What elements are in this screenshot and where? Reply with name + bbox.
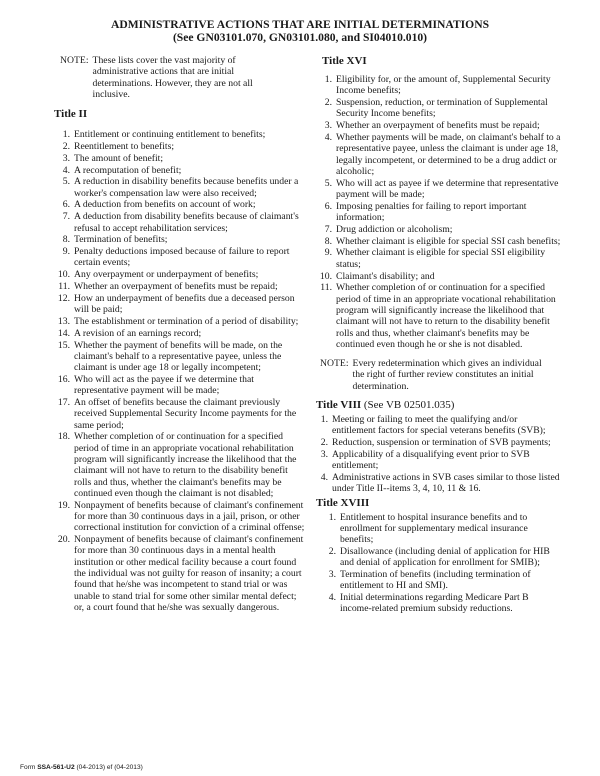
title-viii-reference: (See VB 02501.035)	[363, 399, 455, 412]
list-item-number: 19.	[57, 499, 70, 511]
list-item-number: 20.	[57, 534, 70, 546]
list-item	[54, 199, 306, 210]
list-item	[54, 281, 306, 292]
list-item-text: How an underpayment of benefits due a deceased person will be paid;	[74, 292, 295, 316]
list-item	[54, 234, 306, 245]
list-item-text: Whether completion of or continuation for a specified period of time in an appropriate vocational rehabilitation program will significantly increase the likelihood that the claimant will not have to return to the disability benefit rolls and thus, whether the claimant's benefits may be continued even though the claimant is not disabled;	[74, 431, 297, 499]
list-item	[324, 546, 562, 569]
right-column	[316, 55, 562, 615]
document-title	[0, 18, 600, 44]
list-item-number: 15.	[57, 339, 70, 351]
form-number: SSA-561-U2	[37, 764, 75, 771]
list-item	[54, 374, 306, 397]
list-item-number: 9.	[62, 246, 70, 258]
list-item-number: 3.	[62, 152, 70, 164]
list-item	[316, 236, 562, 247]
list-item-number: 10.	[57, 269, 70, 281]
list-item-text: Entitlement to hospital insurance benefits and to enrollment for supplementary medical insurance benefits;	[340, 511, 528, 546]
note-redetermination-text: Every redetermination which gives an individual the right of further review constitutes an initial determination.	[352, 358, 542, 392]
list-item-text: Applicability of a disqualifying event prior to SVB entitlement;	[332, 448, 530, 472]
list-item	[324, 512, 562, 546]
list-item-text: Claimant's disability; and	[336, 270, 435, 282]
list-item	[54, 431, 306, 499]
list-item-number: 2.	[324, 97, 332, 109]
list-item	[54, 176, 306, 199]
list-item-number: 8.	[324, 235, 332, 247]
list-item-text: Meeting or failing to meet the qualifying and/or entitlement factors for special veterans benefits (SVB);	[332, 414, 546, 437]
list-item	[316, 178, 562, 201]
list-item-text: Termination of benefits;	[74, 234, 168, 246]
list-item	[54, 500, 306, 534]
list-item-number: 1.	[328, 511, 336, 523]
list-item-text: Disallowance (including denial of application for HIB and denial of application for enrollment for SMIB);	[340, 545, 550, 569]
list-item	[324, 592, 562, 615]
list-item-number: 14.	[57, 327, 70, 339]
form-prefix: Form	[20, 764, 36, 771]
list-item-text: An offset of benefits because the claimant previously received Supplemental Security Income payments for the same period;	[74, 397, 297, 431]
list-item-text: Whether an overpayment of benefits must be repaid;	[74, 281, 278, 293]
list-item-number: 4.	[320, 472, 328, 483]
list-item-number: 4.	[328, 592, 336, 604]
list-item-text: Whether the payment of benefits will be made, on the claimant's behalf to a representative payee, unless the claimant is under age 18 or legally incompetent;	[74, 339, 283, 374]
title-viii-label: Title VIII	[316, 399, 362, 412]
title-viii-heading	[316, 399, 562, 412]
list-item-number: 3.	[328, 569, 336, 581]
list-item	[316, 97, 562, 120]
list-item	[316, 282, 562, 350]
title-xvi-list	[316, 74, 562, 350]
list-item	[54, 293, 306, 316]
list-item	[54, 141, 306, 152]
list-item-text: A recomputation of benefit;	[74, 164, 182, 176]
list-item-text: Administrative actions in SVB cases similar to those listed under Title II--items 3, 4, 10, 11 & 16.	[332, 472, 560, 495]
list-item	[54, 328, 306, 339]
form-footer	[20, 764, 143, 772]
list-item-text: Whether claimant is eligible for special SSI cash benefits;	[336, 235, 561, 247]
title-line-1: ADMINISTRATIVE ACTIONS THAT ARE INITIAL DETERMINATIONS	[110, 18, 490, 31]
list-item-text: Nonpayment of benefits because of claimant's confinement for more than 30 continuous days in a mental health institution or other medical facility because a court found the individual was not guilty for reason of insanity; a court found that he/she was incompetent to stand trial or was unable to stand trial for some other similar mental defect; or, a court found that he/she was sexually dangerous.	[74, 534, 304, 613]
list-item-text: Nonpayment of benefits because of claimant's confinement for more than 30 continuous days in a jail, prison, or other correctional institution for conviction of a criminal offense;	[74, 499, 305, 534]
list-item-number: 11.	[320, 282, 332, 294]
title-line-2: (See GN03101.070, GN03101.080, and SI04010.010)	[172, 31, 428, 44]
list-item-number: 8.	[62, 234, 70, 246]
list-item	[316, 132, 562, 177]
list-item-number: 5.	[324, 177, 332, 189]
title-viii-list	[316, 414, 562, 495]
list-item-number: 6.	[62, 199, 70, 211]
list-item-number: 11.	[58, 281, 70, 293]
form-revision: (04-2013) ef (04-2013)	[76, 764, 143, 771]
note	[54, 55, 306, 100]
note-text: These lists cover the vast majority of administrative actions that are initial determinations. However, they are not all inclusive.	[92, 55, 253, 100]
note-redetermination-label: NOTE:	[320, 358, 349, 370]
list-item-number: 12.	[57, 292, 70, 304]
list-item-number: 18.	[57, 431, 70, 443]
list-item-text: Imposing penalties for failing to report important information;	[336, 200, 527, 224]
list-item-number: 16.	[57, 373, 70, 385]
list-item-number: 9.	[324, 247, 332, 259]
list-item	[324, 569, 562, 592]
list-item-text: Eligibility for, or the amount of, Supplemental Security Income benefits;	[336, 74, 551, 97]
list-item-number: 1.	[320, 414, 328, 426]
list-item-text: Entitlement or continuing entitlement to benefits;	[74, 129, 266, 141]
list-item-text: Whether an overpayment of benefits must be repaid;	[336, 120, 540, 132]
list-item	[316, 201, 562, 224]
list-item	[316, 472, 562, 495]
title-xviii-list	[316, 512, 562, 615]
list-item-number: 7.	[324, 223, 332, 235]
list-item-text: Reentitlement to benefits;	[74, 140, 175, 152]
list-item-number: 7.	[62, 211, 70, 223]
list-item	[54, 153, 306, 164]
list-item	[54, 534, 306, 613]
list-item	[316, 437, 562, 448]
title-ii-list	[54, 129, 306, 613]
list-item-text: Who will act as the payee if we determine that representative payment will be made;	[74, 373, 254, 397]
list-item-number: 3.	[320, 448, 328, 460]
list-item-number: 2.	[320, 437, 328, 449]
list-item-text: Termination of benefits (including termination of entitlement to HI and SMI).	[340, 569, 531, 592]
list-item	[316, 74, 562, 97]
list-item-text: Any overpayment or underpayment of benefits;	[74, 269, 259, 281]
list-item-number: 17.	[57, 397, 70, 409]
list-item-number: 6.	[324, 200, 332, 212]
list-item-number: 13.	[57, 315, 70, 327]
title-xviii-heading: Title XVIII	[316, 496, 370, 509]
list-item	[54, 129, 306, 140]
note-label: NOTE:	[60, 55, 89, 66]
list-item-text: A reduction in disability benefits because benefits under a worker's compensation law were also received;	[74, 176, 299, 199]
list-item-text: Initial determinations regarding Medicare Part B income-related premium subsidy reductions.	[340, 592, 529, 615]
list-item	[316, 414, 562, 437]
left-column	[54, 55, 306, 614]
list-item-text: Reduction, suspension or termination of SVB payments;	[332, 437, 551, 449]
list-item	[54, 397, 306, 431]
list-item	[316, 449, 562, 472]
list-item	[316, 224, 562, 235]
list-item	[316, 120, 562, 131]
list-item	[54, 246, 306, 269]
list-item	[54, 211, 306, 234]
list-item	[316, 247, 562, 270]
list-item-number: 4.	[62, 164, 70, 176]
note-redetermination	[316, 358, 562, 392]
list-item-text: Whether claimant is eligible for special SSI eligibility status;	[336, 247, 546, 270]
list-item-text: Who will act as payee if we determine that representative payment will be made;	[336, 177, 559, 200]
list-item-text: The amount of benefit;	[74, 152, 164, 164]
list-item-text: The establishment or termination of a period of disability;	[74, 315, 299, 327]
list-item-number: 2.	[62, 140, 70, 152]
list-item	[54, 269, 306, 280]
list-item-text: Penalty deductions imposed because of failure to report certain events;	[74, 246, 290, 269]
list-item-number: 5.	[62, 176, 70, 188]
list-item	[54, 340, 306, 374]
list-item-text: A deduction from benefits on account of work;	[74, 199, 256, 211]
list-item-number: 10.	[319, 270, 332, 282]
list-item-text: A revision of an earnings record;	[74, 327, 202, 339]
list-item-number: 4.	[324, 131, 332, 143]
list-item-text: A deduction from disability benefits because of claimant's refusal to accept rehabilitation services;	[74, 211, 299, 234]
list-item	[316, 271, 562, 282]
title-xvi-heading: Title XVI	[322, 55, 367, 67]
list-item-text: Whether completion of or continuation for a specified period of time in an appropriate vocational rehabilitation program will significantly increase the likelihood that claimant will not have to return to the disability benefit rolls and thus, whether claimant's benefits may be continued even though he or she is not disabled.	[336, 282, 556, 350]
list-item-number: 1.	[62, 129, 70, 141]
title-ii-heading: Title II	[54, 108, 88, 121]
list-item-text: Suspension, reduction, or termination of Supplemental Security Income benefits;	[336, 97, 548, 120]
list-item	[54, 316, 306, 327]
list-item-number: 3.	[324, 120, 332, 132]
list-item	[54, 165, 306, 176]
list-item-text: Whether payments will be made, on claimant's behalf to a representative payee, unless the claimant is under age 18, legally incompetent, or determined to be a drug addict or alcoholic;	[336, 131, 561, 177]
list-item-text: Drug addiction or alcoholism;	[336, 223, 453, 235]
list-item-number: 2.	[328, 545, 336, 557]
list-item-number: 1.	[324, 74, 332, 85]
